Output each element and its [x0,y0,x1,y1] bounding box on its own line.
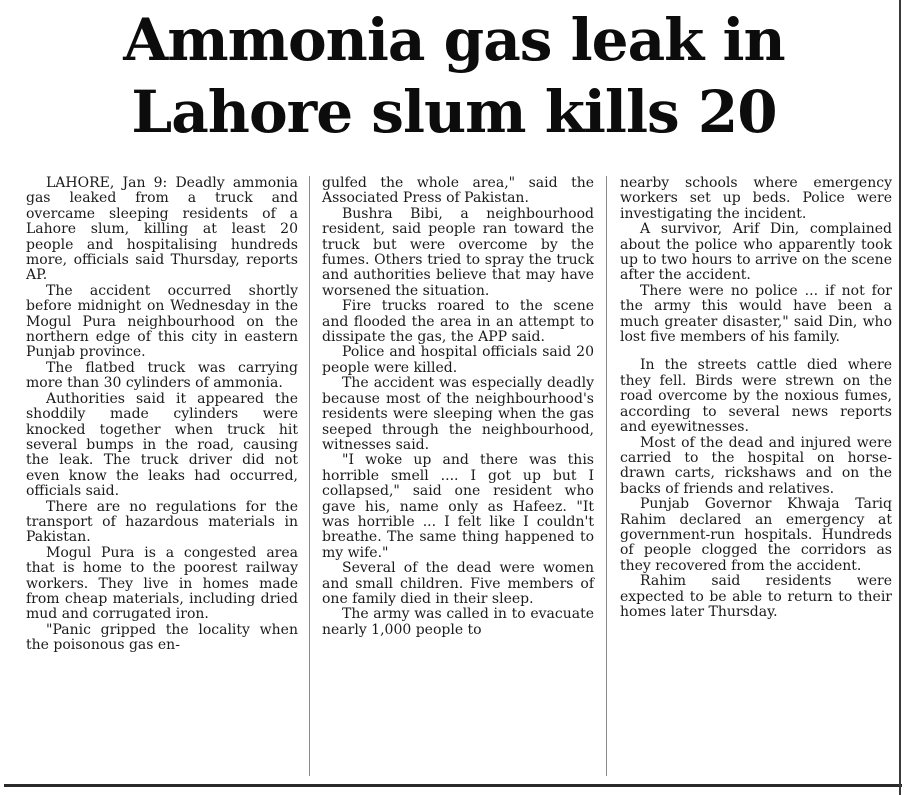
paragraph: gulfed the whole area," said the Associated Press of Pakistan. [322,175,594,207]
right-border [899,0,901,795]
bottom-border [4,784,902,787]
paragraph: Rahim said residents were expected to be able to return to their homes later Thursday. [620,573,892,620]
paragraph: A survivor, Arif Din, complained about the police who apparently took up to two hours to arrive on the scene after the accident. [620,221,892,284]
paragraph: Several of the dead were women and small children. Five members of one family died in their sleep. [322,560,594,607]
paragraph: Bushra Bibi, a neighbourhood resident, said people ran toward the truck but were overcome by the fumes. Others tried to spray the truck and authorities believe that may have worsened the situation. [322,205,594,299]
paragraph: nearby schools where emergency workers set up beds. Police were investigating the incident. [620,175,892,222]
headline [14,4,894,148]
headline-line-2: Lahore slum kills 20 [131,78,777,146]
article-column-2 [322,176,594,638]
article-column-1 [26,176,298,654]
paragraph: Police and hospital officials said 20 people were killed. [322,344,594,376]
paragraph: The accident occurred shortly before midnight on Wednesday in the Mogul Pura neighbourhood on the northern edge of this city in eastern Punjab province. [26,282,298,361]
paragraph: Punjab Governor Khwaja Tariq Rahim declared an emergency at government-run hospitals. Hundreds of people clogged the corridors as they recovered from the accident. [620,496,892,574]
headline-line-1: Ammonia gas leak in [123,6,785,74]
paragraph: The flatbed truck was carrying more than 30 cylinders of ammonia. [26,359,298,392]
paragraph: Authorities said it appeared the shoddily made cylinders were knocked together when truck hit several bumps in the road, causing the leak. The truck driver did not even know the leaks had occurred, officials said. [26,390,298,500]
column-divider [309,176,310,776]
paragraph: There were no police ... if not for the army this would have been a much greater disaster," said Din, who lost five members of his family. [620,282,892,346]
paragraph: In the streets cattle died where they fell. Birds were strewn on the road overcome by the noxious fumes, according to several news reports and eyewitnesses. [620,357,892,436]
paragraph: The army was called in to evacuate nearly 1,000 people to [322,606,594,638]
paragraph: There are no regulations for the transport of hazardous materials in Pakistan. [26,498,298,546]
article-column-3 [620,176,892,620]
column-divider [606,176,607,776]
paragraph: "Panic gripped the locality when the poisonous gas en- [26,621,298,654]
paragraph: "I woke up and there was this horrible smell .... I got up but I collapsed," said one resident who gave his, name only as Hafeez. "It was horrible ... I felt like I couldn't breathe. The same thing happened to my wife." [322,452,594,561]
paragraph: LAHORE, Jan 9: Deadly ammonia gas leaked from a truck and overcame sleeping residents of a Lahore slum, killing at least 20 people and hospitalising hundreds more, officials said Thursday, reports AP. [26,175,298,284]
paragraph: The accident was especially deadly because most of the neighbourhood's residents were sleeping when the gas seeped through the neighbourhood, witnesses said. [322,375,594,453]
paragraph: Fire trucks roared to the scene and flooded the area in an attempt to dissipate the gas, the APP said. [322,298,594,346]
paragraph: Most of the dead and injured were carried to the hospital on horse-drawn carts, rickshaws and on the backs of friends and relatives. [620,434,892,497]
paragraph: Mogul Pura is a congested area that is home to the poorest railway workers. They live in homes made from cheap materials, including dried mud and corrugated iron. [26,544,298,623]
